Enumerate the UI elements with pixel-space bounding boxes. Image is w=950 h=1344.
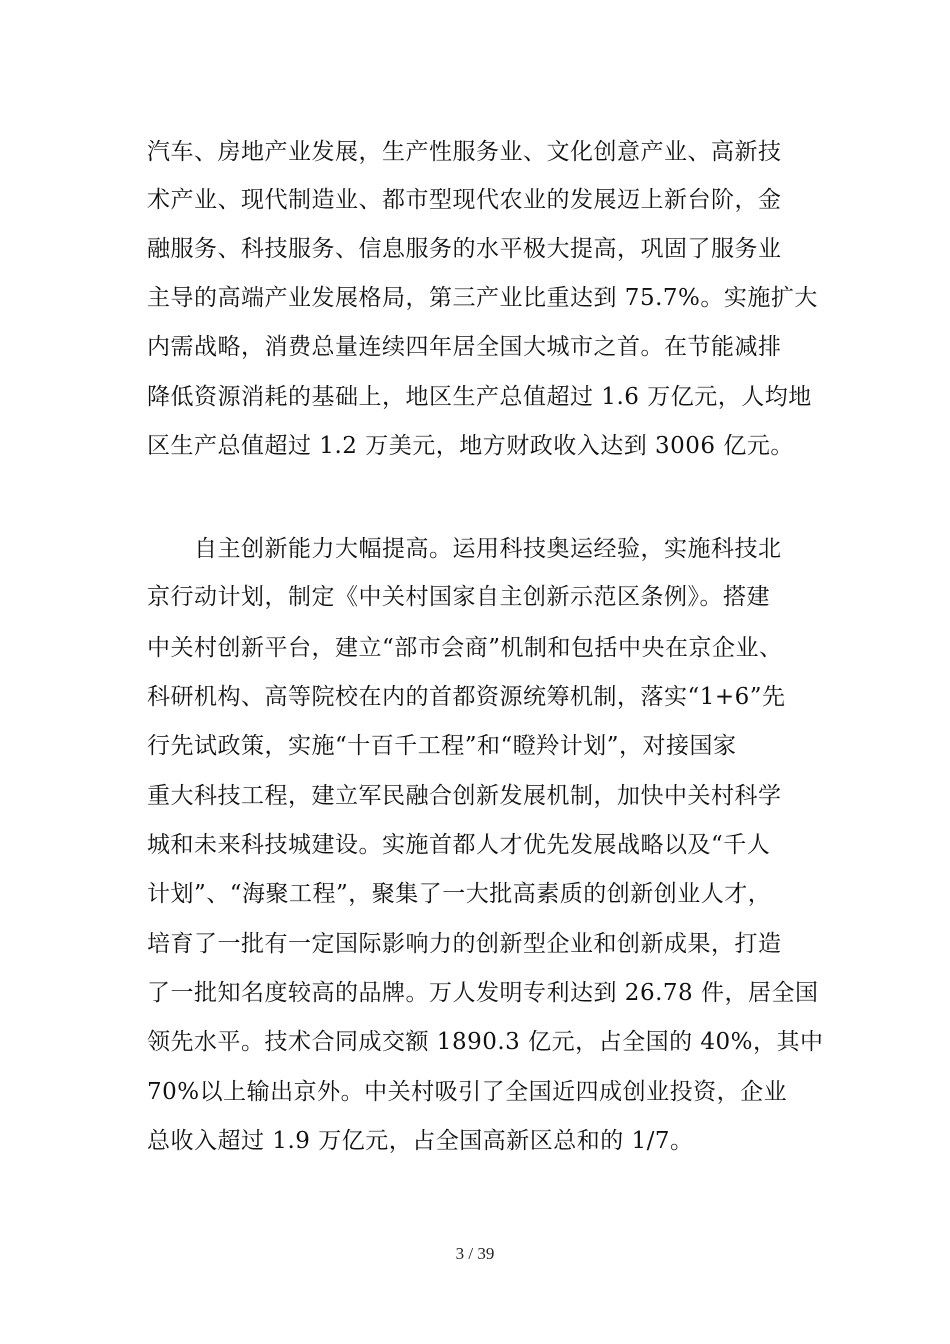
text-line: 中关村创新平台，建立“部市会商”机制和包括中央在京企业、 (147, 635, 783, 661)
text-line: 京行动计划，制定《中关村国家自主创新示范区条例》。搭建 (147, 584, 770, 610)
text-line: 主导的高端产业发展格局，第三产业比重达到 75.7%。实施扩大 (147, 285, 818, 311)
text-line: 科研机构、高等院校在内的首都资源统筹机制，落实“1+6”先 (147, 684, 786, 710)
text-line: 城和未来科技城建设。实施首都人才优先发展战略以及“千人 (147, 832, 771, 858)
page-number: 3 / 39 (455, 1244, 495, 1263)
text-line: 融服务、科技服务、信息服务的水平极大提高，巩固了服务业 (147, 236, 782, 262)
text-line: 降低资源消耗的基础上，地区生产总值超过 1.6 万亿元，人均地 (147, 384, 812, 410)
text-line: 行先试政策，实施“十百千工程”和“瞪羚计划”，对接国家 (147, 733, 737, 759)
text-line: 汽车、房地产业发展，生产性服务业、文化创意产业、高新技 (147, 139, 782, 165)
text-line: 区生产总值超过 1.2 万美元，地方财政收入达到 3006 亿元。 (147, 433, 794, 459)
text-line: 自主创新能力大幅提高。运用科技奥运经验，实施科技北 (194, 536, 782, 562)
text-line: 术产业、现代制造业、都市型现代农业的发展迈上新台阶，金 (147, 187, 782, 213)
text-line: 计划”、“海聚工程”，聚集了一大批高素质的创新创业人才， (147, 881, 772, 907)
text-line: 重大科技工程，建立军民融合创新发展机制，加快中关村科学 (147, 783, 782, 809)
text-line: 了一批知名度较高的品牌。万人发明专利达到 26.78 件，居全国 (147, 980, 819, 1006)
text-line: 培育了一批有一定国际影响力的创新型企业和创新成果，打造 (147, 931, 782, 957)
text-line: 内需战略，消费总量连续四年居全国大城市之首。在节能减排 (147, 334, 782, 360)
text-line: 总收入超过 1.9 万亿元，占全国高新区总和的 1/7。 (147, 1128, 694, 1154)
text-line: 70%以上输出京外。中关村吸引了全国近四成创业投资，企业 (147, 1079, 788, 1105)
text-line: 领先水平。技术合同成交额 1890.3 亿元，占全国的 40%，其中 (147, 1029, 824, 1055)
